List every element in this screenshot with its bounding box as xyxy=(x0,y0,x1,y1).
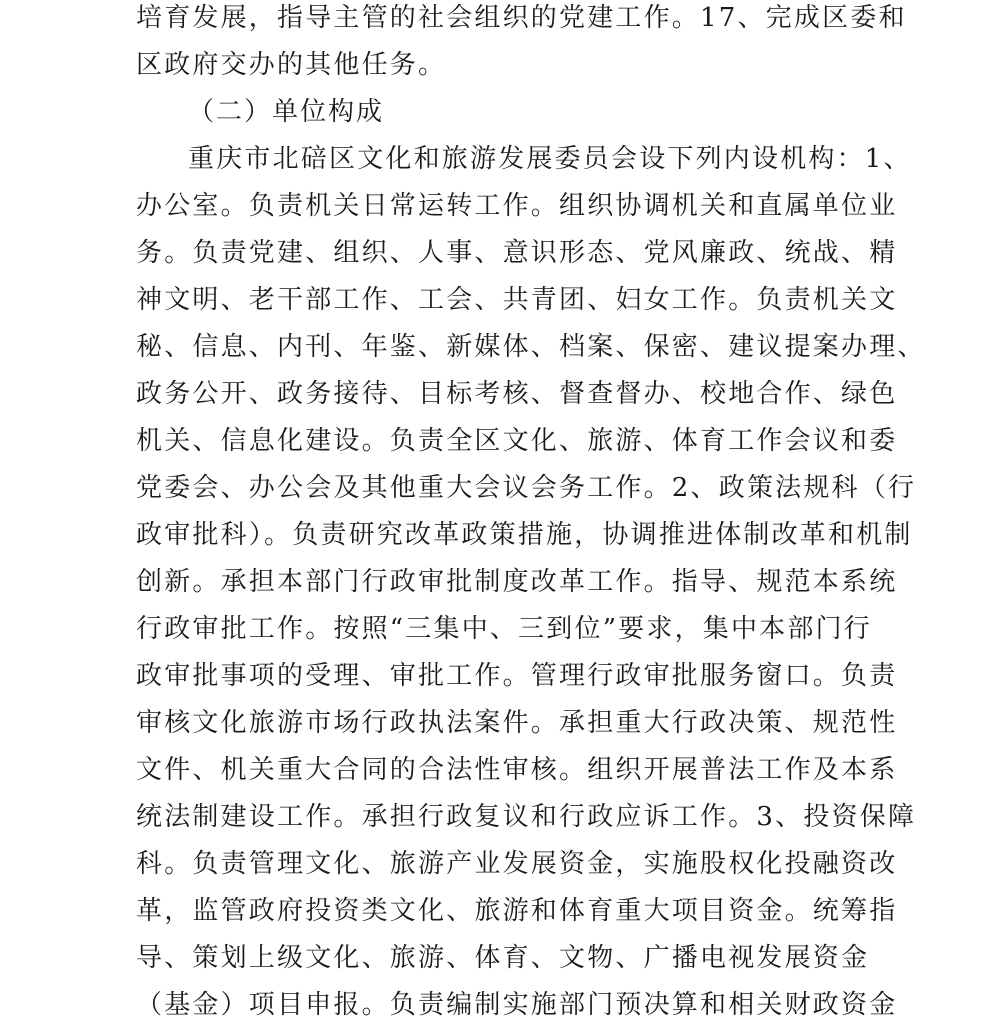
text-line-9: 政务公开、政务接待、目标考核、督查督办、校地合作、绿色 xyxy=(136,379,898,409)
text-line-4: 重庆市北碚区文化和旅游发展委员会设下列内设机构：1、 xyxy=(188,144,912,174)
section-heading: （二）单位构成 xyxy=(188,97,385,127)
text-line-19: 科。负责管理文化、旅游产业发展资金，实施股权化投融资改 xyxy=(136,849,898,879)
text-line-15: 政审批事项的受理、审批工作。管理行政审批服务窗口。负责 xyxy=(136,661,898,691)
text-line-6: 务。负责党建、组织、人事、意识形态、党风廉政、统战、精 xyxy=(136,238,898,268)
text-line-13: 创新。承担本部门行政审批制度改革工作。指导、规范本系统 xyxy=(136,567,898,597)
text-line-21: 导、策划上级文化、旅游、体育、文物、广播电视发展资金 xyxy=(136,943,870,973)
text-line-16: 审核文化旅游市场行政执法案件。承担重大行政决策、规范性 xyxy=(136,708,898,738)
text-line-1: 培育发展，指导主管的社会组织的党建工作。17、完成区委和 xyxy=(136,3,907,33)
text-line-5: 办公室。负责机关日常运转工作。组织协调机关和直属单位业 xyxy=(136,191,898,221)
text-line-12: 政审批科）。负责研究改革政策措施，协调推进体制改革和机制 xyxy=(136,520,913,550)
text-line-7: 神文明、老干部工作、工会、共青团、妇女工作。负责机关文 xyxy=(136,285,898,315)
text-line-8: 秘、信息、内刊、年鉴、新媒体、档案、保密、建议提案办理、 xyxy=(136,332,926,362)
text-line-11: 党委会、办公会及其他重大会议会务工作。2、政策法规科（行 xyxy=(136,473,917,503)
text-line-10: 机关、信息化建设。负责全区文化、旅游、体育工作会议和委 xyxy=(136,426,898,456)
text-line-18: 统法制建设工作。承担行政复议和行政应诉工作。3、投资保障 xyxy=(136,802,917,832)
text-line-14: 行政审批工作。按照“三集中、三到位”要求，集中本部门行 xyxy=(136,614,872,644)
text-line-22: （基金）项目申报。负责编制实施部门预决算和相关财政资金 xyxy=(136,990,898,1020)
text-line-17: 文件、机关重大合同的合法性审核。组织开展普法工作及本系 xyxy=(136,755,898,785)
text-line-20: 革，监管政府投资类文化、旅游和体育重大项目资金。统筹指 xyxy=(136,896,898,926)
text-line-2: 区政府交办的其他任务。 xyxy=(136,50,447,80)
